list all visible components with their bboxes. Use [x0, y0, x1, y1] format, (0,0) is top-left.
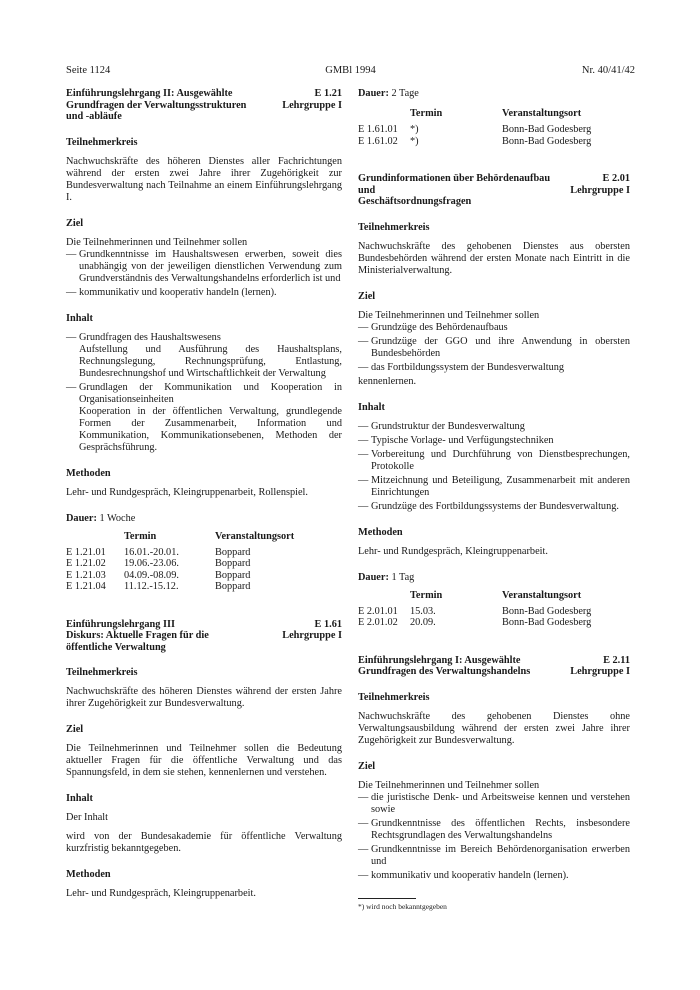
- methods-text: Lehr- und Rundgespräch, Kleingruppenarbeit.: [358, 545, 548, 557]
- section-heading: Ziel: [66, 217, 84, 229]
- section-heading: Ziel: [66, 724, 84, 735]
- course-code: E 1.21: [314, 88, 342, 99]
- duration: Dauer: 2 Tage: [358, 88, 419, 99]
- participants-text: Nachwuchskräfte des gehobenen Dienstes ohne Verwaltungsausbildung während der ersten zwei Jahre ihrer Zugehörigkeit zur Bundesverwaltung.: [358, 710, 630, 746]
- content-list: [358, 421, 630, 513]
- list-item: — Grundkenntnisse im Haushaltswesen erwerben, soweit dies unabhängig von der jeweiligen dienstlichen Verwendung zum Grundverständnis des Verwaltungshandelns erforderlich ist und: [66, 249, 342, 285]
- course-group: Lehrgruppe I: [570, 666, 630, 677]
- goal-outro: kennenlernen.: [358, 375, 417, 387]
- list-item: — Grundzüge des Behördenaufbaus: [358, 322, 630, 334]
- table-row: E 2.01.02 20.09. Bonn-Bad Godesberg: [358, 617, 592, 628]
- goal-intro: Die Teilnehmerinnen und Teilnehmer sollen: [358, 309, 540, 321]
- right-column: [358, 88, 630, 913]
- goal-intro: Die Teilnehmerinnen und Teilnehmer sollen: [358, 779, 540, 791]
- course-e211: [358, 655, 630, 913]
- goal-list: [358, 322, 630, 374]
- section-heading: Teilnehmerkreis: [358, 691, 430, 703]
- list-item: — Grundfragen des Haushaltswesens Aufstellung und Ausführung des Haushaltsplans, Rechnungslegung, Rechnungsprüfung, Entlastung, Bundesrechnungshof und Wirtschaftlichkeit der Verwaltung: [66, 332, 342, 380]
- footnote-divider: [358, 898, 416, 899]
- list-item: — Grundlagen der Kommunikation und Kooperation in Organisationseinheiten Kooperation in der öffentlichen Verwaltung, grundlegende Formen der Zusammenarbeit, Information und Kommunikation, Kommunikationsebenen, Methoden der Gesprächsführung.: [66, 382, 342, 454]
- list-item: — Grundstruktur der Bundesverwaltung: [358, 421, 630, 433]
- journal-issue: GMBl 1994: [325, 65, 376, 76]
- content-line: Der Inhalt: [66, 812, 109, 823]
- participants-text: Nachwuchskräfte des höheren Dienstes aller Fachrichtungen während der ersten zwei Jahre ihrer Zugehörigkeit zur Bundesverwaltung nach Teilnahme an einem Einführungslehrgang I.: [66, 155, 342, 203]
- table-row: E 1.21.01 16.01.-20.01. Boppard: [66, 546, 251, 558]
- list-item: — kommunikativ und kooperativ handeln (lernen).: [358, 870, 630, 882]
- list-item: — Typische Vorlage- und Verfügungstechniken: [358, 435, 630, 447]
- duration: Dauer: 1 Woche: [66, 512, 136, 524]
- list-item: — Grundkenntnisse im Bereich Behördenorganisation erwerben und: [358, 844, 630, 868]
- course-e161: [66, 619, 342, 901]
- participants-text: Nachwuchskräfte des gehobenen Dienstes aus obersten Bundesbehörden während der ersten Monate nach Eintritt in die Ministerialverwaltung.: [358, 240, 630, 276]
- table-row: E 1.61.02 *) Bonn-Bad Godesberg: [358, 135, 592, 147]
- table-row: E 1.21.04 11.12.-15.12. Boppard: [66, 581, 251, 592]
- duration: Dauer: 1 Tag: [358, 571, 415, 583]
- course-group: Lehrgruppe I: [282, 99, 342, 111]
- section-heading: Teilnehmerkreis: [66, 136, 138, 148]
- page-number: Seite 1124: [66, 65, 111, 76]
- list-item: — kommunikativ und kooperativ handeln (lernen).: [66, 287, 342, 299]
- methods-text: Lehr- und Rundgespräch, Kleingruppenarbeit.: [66, 888, 256, 899]
- section-heading: Inhalt: [66, 793, 93, 804]
- section-heading: Methoden: [66, 467, 111, 479]
- left-column: [66, 88, 342, 900]
- list-item: — Grundkenntnisse des öffentlichen Rechts, insbesondere Rechtsgrundlagen des Verwaltungshandelns: [358, 818, 630, 842]
- participants-text: Nachwuchskräfte des höheren Dienstes während der ersten Jahre ihrer Zugehörigkeit zur Bundesverwaltung.: [66, 686, 342, 709]
- list-item: — Grundzüge des Fortbildungssystems der Bundesverwaltung.: [358, 501, 630, 513]
- course-code: E 1.61: [314, 618, 342, 630]
- content-text: wird von der Bundesakademie für öffentliche Verwaltung kurzfristig bekanntgegeben.: [66, 831, 342, 854]
- course-e201: [358, 173, 630, 629]
- table-row: E 2.01.01 15.03. Bonn-Bad Godesberg: [358, 605, 592, 617]
- section-heading: Methoden: [358, 526, 403, 538]
- footnote: *) wird noch bekanntgegeben: [358, 901, 447, 911]
- schedule-table: Termin Veranstaltungsort E 2.01.01 15.03. Bonn-Bad Godesberg E 2.01.02 20.09. Bonn-Bad Godesberg: [358, 589, 592, 628]
- course-code: E 2.11: [603, 654, 630, 666]
- schedule-table: Termin Veranstaltungsort E 1.61.01 *) Bonn-Bad Godesberg E 1.61.02 *) Bonn-Bad Godesberg: [358, 108, 592, 147]
- schedule-table: Termin Veranstaltungsort E 1.21.01 16.01.-20.01. Boppard E 1.21.02 19.06.-23.06. Boppard E 1.21.03 04.09.-08.09. Boppard E 1.21.04 11.12.-15.12. Boppard: [66, 530, 295, 592]
- goal-list: [66, 249, 342, 299]
- section-heading: Teilnehmerkreis: [66, 667, 138, 678]
- table-row: E 1.61.01 *) Bonn-Bad Godesberg: [358, 124, 592, 135]
- list-item: — Vorbereitung und Durchführung von Dienstbesprechungen, Protokolle: [358, 449, 630, 473]
- course-title: Einführungslehrgang III Diskurs: Aktuelle Fragen für die öffentliche Verwaltung E 1.61 Lehrgruppe I: [66, 618, 342, 653]
- course-e161-continued: [358, 88, 630, 147]
- course-title: Einführungslehrgang II: Ausgewählte Grundfragen der Verwaltungsstrukturen und -abläufe E 1.21 Lehrgruppe I: [66, 88, 342, 122]
- course-title: Grundinformationen über Behördenaufbau und Geschäftsordnungsfragen E 2.01 Lehrgruppe I: [358, 173, 630, 207]
- course-group: Lehrgruppe I: [570, 184, 630, 196]
- course-title: Einführungslehrgang I: Ausgewählte Grundfragen des Verwaltungshandelns E 2.11 Lehrgruppe I: [358, 654, 630, 677]
- issue-number: Nr. 40/41/42: [581, 65, 635, 76]
- section-heading: Ziel: [358, 290, 376, 302]
- course-e121: [66, 88, 342, 593]
- course-code: E 2.01: [602, 173, 630, 184]
- content-list: [66, 332, 342, 454]
- list-item: — Grundzüge der GGO und ihre Anwendung in obersten Bundesbehörden: [358, 336, 630, 360]
- section-heading: Methoden: [66, 869, 111, 880]
- goal-text: Die Teilnehmerinnen und Teilnehmer sollen die Bedeutung aktueller Fragen für die öffentliche Verwaltung und das Spannungsfeld, in dem sie stehen, kennenlernen und verstehen.: [66, 743, 342, 778]
- section-heading: Inhalt: [358, 401, 385, 413]
- list-item: — die juristische Denk- und Arbeitsweise kennen und verstehen sowie: [358, 792, 630, 816]
- page-header: [66, 65, 635, 79]
- goal-list: [358, 792, 630, 882]
- course-group: Lehrgruppe I: [282, 630, 342, 641]
- goal-intro: Die Teilnehmerinnen und Teilnehmer sollen: [66, 236, 248, 248]
- table-row: E 1.21.02 19.06.-23.06. Boppard: [66, 558, 251, 569]
- methods-text: Lehr- und Rundgespräch, Kleingruppenarbeit, Rollenspiel.: [66, 486, 308, 498]
- list-item: — das Fortbildungssystem der Bundesverwaltung: [358, 362, 630, 374]
- table-row: E 1.21.03 04.09.-08.09. Boppard: [66, 569, 251, 581]
- section-heading: Teilnehmerkreis: [358, 221, 430, 233]
- section-heading: Ziel: [358, 760, 376, 772]
- section-heading: Inhalt: [66, 312, 93, 324]
- list-item: — Mitzeichnung und Beteiligung, Zusammenarbeit mit anderen Einrichtungen: [358, 475, 630, 499]
